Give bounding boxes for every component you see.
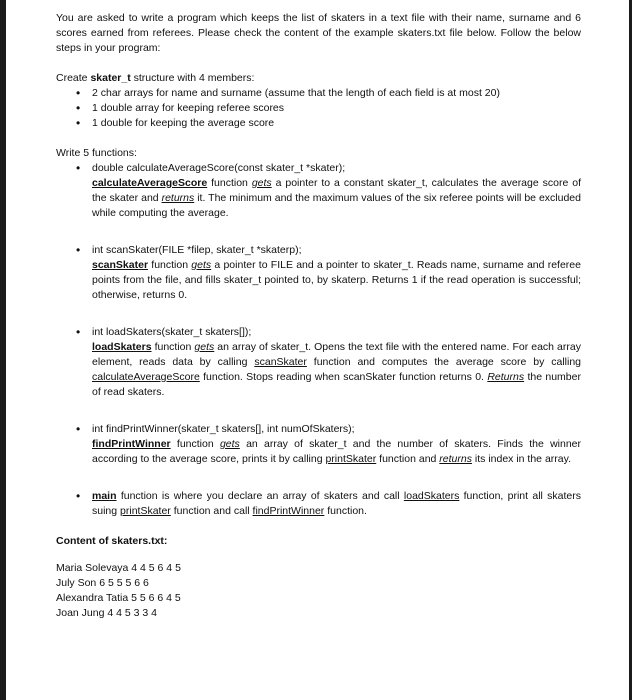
function-main (76, 489, 581, 519)
spacer (76, 400, 581, 422)
file-content-block (56, 561, 581, 621)
list-item: • 1 double for keeping the average score (76, 116, 275, 130)
function-signature: int loadSkaters(skater_t skaters[]); (92, 326, 252, 338)
bullet-icon: • (76, 489, 81, 503)
file-line: July Son 6 5 5 5 6 6 (56, 577, 149, 589)
function-description: loadSkaters function gets an array of skater_t. Opens the text file with the entered name. For each array element, reads data by calling scanSkater function and computes the average score by calling calculateAverageScore function. Stops reading when scanSkater function returns 0. Returns the number of read skaters. (92, 341, 582, 398)
function-scan-skater (76, 243, 581, 303)
bullet-icon: • (76, 243, 81, 257)
intro-paragraph: You are asked to write a program which keeps the list of skaters in a text file with their name, surname and 6 scores earned from referees. Please check the content of the example skaters.txt file below. Follow the below steps in your program: (56, 12, 581, 54)
bullet-icon: • (76, 422, 81, 436)
function-description: scanSkater function gets a pointer to FILE and a pointer to skater_t. Reads name, surname and referee points from the file, and fills skater_t pointed to, by skaterp. Returns 1 if the read operation is successful; otherwise, returns 0. (92, 259, 581, 301)
list-item: • 1 double array for keeping referee scores (76, 101, 285, 115)
file-line: Alexandra Tatia 5 5 6 6 4 5 (56, 592, 181, 604)
file-line: Maria Solevaya 4 4 5 6 4 5 (56, 562, 181, 574)
spacer (76, 221, 581, 243)
function-find-print-winner (76, 422, 581, 467)
function-description: main function is where you declare an array of skaters and call loadSkaters function, print all skaters suing printSkater function and call findPrintWinner function. (92, 490, 581, 517)
structure-member-list (56, 86, 581, 131)
function-list (56, 161, 581, 519)
structure-name: skater_t (90, 72, 131, 84)
content-heading: Content of skaters.txt: (56, 535, 168, 547)
functions-heading: Write 5 functions: (56, 147, 137, 159)
function-signature: double calculateAverageScore(const skater_t *skater); (92, 162, 346, 174)
spacer (76, 303, 581, 325)
structure-heading: Create skater_t structure with 4 members: (56, 72, 255, 84)
function-calculate-average-score (76, 161, 581, 221)
function-description: calculateAverageScore function gets a pointer to a constant skater_t, calculates the average score of the skater and returns it. The minimum and the maximum values of the six referee points will be excluded while computing the average. (92, 177, 581, 219)
list-item: • 2 char arrays for name and surname (assume that the length of each field is at most 20) (76, 86, 500, 100)
bullet-icon: • (76, 86, 81, 100)
bullet-icon: • (76, 116, 81, 130)
document-page (6, 0, 629, 700)
spacer (76, 467, 581, 489)
file-line: Joan Jung 4 4 5 3 3 4 (56, 607, 157, 619)
function-description: findPrintWinner function gets an array of skater_t and the number of skaters. Finds the winner according to the average score, prints it by calling printSkater function and returns its index in the array. (92, 438, 581, 465)
function-signature: int scanSkater(FILE *filep, skater_t *skaterp); (92, 244, 302, 256)
bullet-icon: • (76, 161, 81, 175)
function-load-skaters (76, 325, 581, 400)
function-signature: int findPrintWinner(skater_t skaters[], int numOfSkaters); (92, 423, 355, 435)
bullet-icon: • (76, 101, 81, 115)
bullet-icon: • (76, 325, 81, 339)
